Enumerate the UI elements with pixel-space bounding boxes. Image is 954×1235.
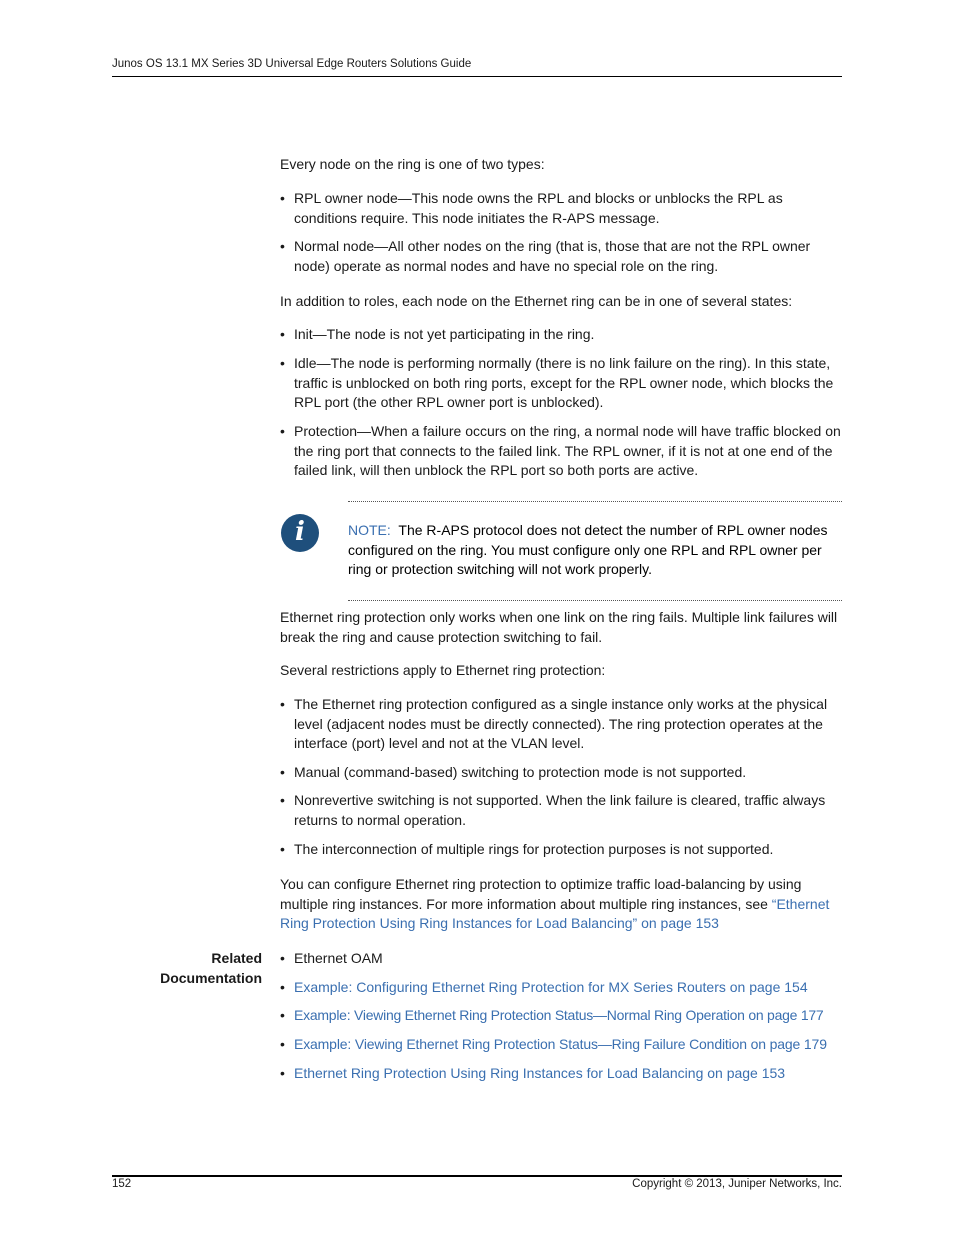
list-item-type-normal: • Normal node—All other nodes on the ring (that is, those that are not the RPL owner node) operate as normal nodes and have no special role on the ring.	[280, 238, 811, 274]
bullet-icon: •	[280, 1065, 285, 1081]
footer-divider	[112, 1175, 842, 1177]
related-link-load-balancing[interactable]: Ethernet Ring Protection Using Ring Instances for Load Balancing on page 153	[294, 1065, 786, 1081]
note-label: NOTE:	[348, 522, 391, 538]
bullet-icon: •	[280, 950, 285, 966]
header-divider	[112, 76, 842, 77]
note-block	[348, 521, 842, 580]
paragraph-one-link: Ethernet ring protection only works when one link on the ring fails. Multiple link failures will break the ring and cause protection switching to fail.	[280, 609, 838, 645]
bullet-icon: •	[280, 326, 285, 342]
bullet-icon: •	[280, 1007, 285, 1023]
note-text: The R-APS protocol does not detect the number of RPL owner nodes configured on the ring. You must configure only one RPL and RPL owner per ring or protection switching will not work properly.	[348, 522, 828, 578]
intro-node-states: In addition to roles, each node on the Ethernet ring can be in one of several states:	[280, 293, 793, 309]
info-icon: i	[281, 514, 319, 552]
related-link-item	[280, 978, 842, 998]
running-header: Junos OS 13.1 MX Series 3D Universal Edge Routers Solutions Guide	[112, 58, 472, 70]
note-top-divider	[348, 501, 842, 502]
bullet-icon: •	[280, 238, 285, 254]
bullet-icon: •	[280, 792, 285, 808]
list-item-type-rpl-owner: • RPL owner node—This node owns the RPL and blocks or unblocks the RPL as conditions require. This node initiates the R-APS message.	[280, 190, 783, 226]
related-item-ethernet-oam: • Ethernet OAM	[280, 949, 842, 969]
related-link-normal-operation[interactable]: Example: Viewing Ethernet Ring Protection Status—Normal Ring Operation on page 177	[294, 1007, 824, 1023]
bullet-icon: •	[280, 841, 285, 857]
related-link-item	[280, 1035, 842, 1055]
bullet-icon: •	[280, 979, 285, 995]
bullet-icon: •	[280, 190, 285, 206]
list-item-state-init: • Init—The node is not yet participating in the ring.	[280, 325, 842, 345]
bullet-icon: •	[280, 355, 285, 371]
related-link-failure-condition[interactable]: Example: Viewing Ethernet Ring Protection Status—Ring Failure Condition on page 179	[294, 1036, 827, 1052]
paragraph-load-balancing: You can configure Ethernet ring protection to optimize traffic load-balancing by using multiple ring instances. For more information about multiple ring instances, see “Ethernet Ring Protection Using Ring Instances for Load Balancing” on page 153	[280, 876, 830, 932]
intro-restrictions: Several restrictions apply to Ethernet ring protection:	[280, 662, 606, 678]
bullet-icon: •	[280, 696, 285, 712]
note-bottom-divider	[348, 600, 842, 601]
intro-node-types: Every node on the ring is one of two types:	[280, 156, 545, 172]
list-item-state-idle: • Idle—The node is performing normally (there is no link failure on the ring). In this state, traffic is unblocked on both ring ports, except for the RPL owner node, which blocks the RPL port (the other RPL owner port is unblocked).	[280, 355, 834, 411]
load-balancing-link[interactable]: “Ethernet Ring Protection Using Ring Instances for Load Balancing” on page 153	[280, 895, 830, 932]
related-link-item	[280, 1006, 842, 1026]
bullet-icon: •	[280, 423, 285, 439]
list-item-restriction: • The Ethernet ring protection configured as a single instance only works at the physical level (adjacent nodes must be directly connected). The ring protection operates at the interface (port) level and not at the VLAN level.	[280, 696, 828, 752]
list-item-restriction: • Manual (command-based) switching to protection mode is not supported.	[280, 763, 842, 783]
page-number: 152	[112, 1178, 132, 1190]
list-item-state-protection: • Protection—When a failure occurs on the ring, a normal node will have traffic blocked on the ring port that connects to the failed link. The RPL owner, if it is not at one end of the failed link, will then unblock the RPL port so both ports are active.	[280, 423, 841, 479]
list-item-restriction: • The interconnection of multiple rings for protection purposes is not supported.	[280, 840, 842, 860]
bullet-icon: •	[280, 764, 285, 780]
related-link-configuring[interactable]: Example: Configuring Ethernet Ring Protection for MX Series Routers on page 154	[294, 979, 808, 995]
bullet-icon: •	[280, 1036, 285, 1052]
related-documentation-heading: Related Documentation	[160, 950, 262, 986]
related-link-item	[280, 1064, 842, 1084]
copyright: Copyright © 2013, Juniper Networks, Inc.	[632, 1178, 842, 1190]
list-item-restriction: • Nonrevertive switching is not supported. When the link failure is cleared, traffic always returns to normal operation.	[280, 792, 826, 828]
